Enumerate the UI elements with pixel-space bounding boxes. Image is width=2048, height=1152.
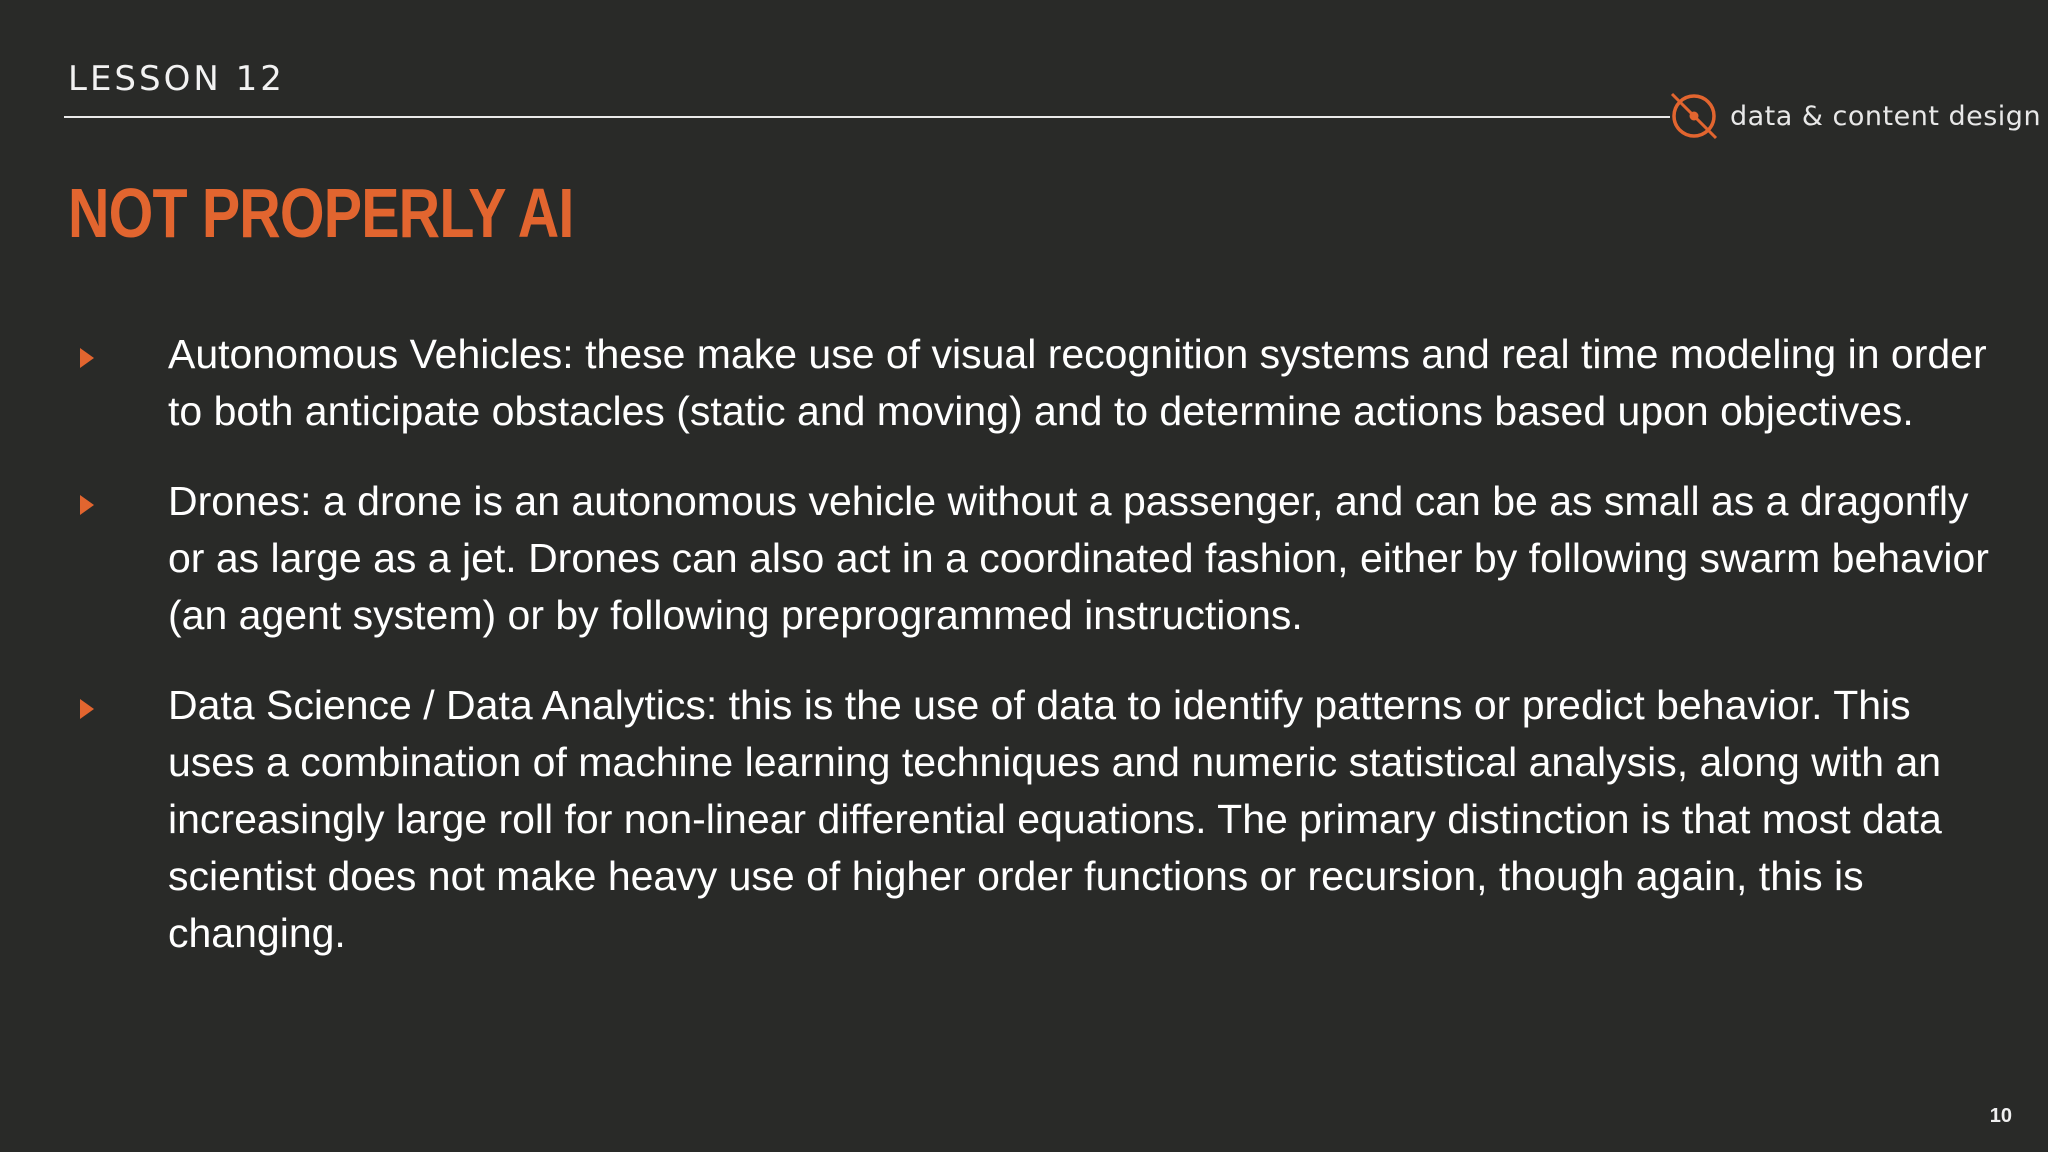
bullet-text: Drones: a drone is an autonomous vehicle without a passenger, and can be as small as a dragonfly or as large as a jet. Drones can also act in a coordinated fashion, either by following swarm behavior (an agent system) or by following preprogrammed instructions.	[168, 478, 1989, 638]
triangle-bullet-icon	[80, 473, 168, 644]
bullet-item	[80, 677, 1990, 962]
target-circle-icon	[1670, 92, 1718, 140]
header-divider	[64, 116, 1670, 118]
brand-name: data & content design	[1730, 100, 2042, 132]
bullet-item	[80, 473, 1990, 644]
lesson-label: LESSON 12	[68, 59, 285, 99]
brand-logo	[1670, 92, 2041, 140]
page-number: 10	[1989, 1105, 2012, 1127]
slide-title: NOT PROPERLY AI	[68, 174, 574, 252]
triangle-bullet-icon	[80, 326, 168, 440]
bullet-item	[80, 326, 1990, 440]
bullet-text: Autonomous Vehicles: these make use of visual recognition systems and real time modeling in order to both anticipate obstacles (static and moving) and to determine actions based upon objectives.	[168, 331, 1987, 434]
triangle-bullet-icon	[80, 677, 168, 962]
bullet-list	[80, 326, 1990, 995]
bullet-text: Data Science / Data Analytics: this is the use of data to identify patterns or predict behavior. This uses a combination of machine learning techniques and numeric statistical analysis, along with an increasingly large roll for non-linear differential equations. The primary distinction is that most data scientist does not make heavy use of higher order functions or recursion, though again, this is changing.	[168, 682, 1942, 956]
